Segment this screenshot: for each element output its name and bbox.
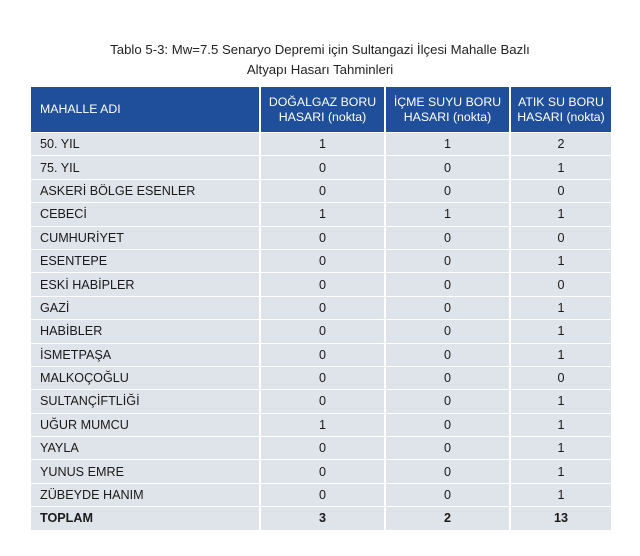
cell-atik-su: 1 [511,413,611,436]
table-row [31,179,611,202]
cell-dogalgaz: 1 [261,202,386,225]
table-row [31,483,611,506]
cell-dogalgaz: 0 [261,249,386,272]
table-caption [0,40,640,80]
header-icme-suyu [386,87,511,132]
cell-name: MALKOÇOĞLU [31,366,261,389]
cell-icme-suyu: 0 [386,343,511,366]
header-icme-suyu-line2: HASARI (nokta) [403,109,492,124]
cell-dogalgaz: 0 [261,366,386,389]
cell-dogalgaz: 1 [261,132,386,155]
table-row [31,155,611,178]
cell-name: ASKERİ BÖLGE ESENLER [31,179,261,202]
cell-icme-suyu: 0 [386,296,511,319]
cell-icme-suyu: 0 [386,459,511,482]
cell-name: İSMETPAŞA [31,343,261,366]
cell-dogalgaz: 0 [261,436,386,459]
table-row [31,343,611,366]
cell-dogalgaz: 0 [261,179,386,202]
cell-name: YUNUS EMRE [31,459,261,482]
cell-name: 50. YIL [31,132,261,155]
cell-atik-su: 1 [511,155,611,178]
table-row [31,132,611,155]
cell-name: CUMHURİYET [31,226,261,249]
table-row [31,366,611,389]
cell-total-icme-suyu: 2 [386,506,511,529]
cell-icme-suyu: 0 [386,319,511,342]
caption-line-2: Altyapı Hasarı Tahminleri [246,62,394,77]
table-total-row [31,506,611,529]
cell-icme-suyu: 0 [386,179,511,202]
cell-dogalgaz: 1 [261,413,386,436]
cell-icme-suyu: 0 [386,389,511,412]
infrastructure-damage-table [31,87,611,530]
cell-name: GAZİ [31,296,261,319]
table-row [31,319,611,342]
cell-icme-suyu: 0 [386,436,511,459]
cell-icme-suyu: 0 [386,483,511,506]
cell-atik-su: 0 [511,366,611,389]
table-row [31,296,611,319]
cell-atik-su: 0 [511,226,611,249]
cell-atik-su: 0 [511,179,611,202]
cell-name: 75. YIL [31,155,261,178]
cell-name: CEBECİ [31,202,261,225]
cell-icme-suyu: 0 [386,413,511,436]
table-row [31,202,611,225]
cell-dogalgaz: 0 [261,483,386,506]
cell-total-atik-su: 13 [511,506,611,529]
cell-name: HABİBLER [31,319,261,342]
cell-dogalgaz: 0 [261,296,386,319]
cell-dogalgaz: 0 [261,459,386,482]
table-row [31,436,611,459]
table-row [31,249,611,272]
cell-atik-su: 1 [511,483,611,506]
table-row [31,226,611,249]
header-dogalgaz [261,87,386,132]
header-atik-su-line1: ATIK SU BORU [518,94,604,109]
cell-dogalgaz: 0 [261,272,386,295]
cell-name: SULTANÇİFTLİĞİ [31,389,261,412]
header-icme-suyu-line1: İÇME SUYU BORU [393,94,502,109]
header-mahalle-adi: MAHALLE ADI [31,87,261,132]
table-header-row [31,87,611,132]
table-row [31,272,611,295]
cell-atik-su: 1 [511,389,611,412]
cell-dogalgaz: 0 [261,343,386,366]
header-atik-su-line2: HASARI (nokta) [517,109,605,124]
cell-icme-suyu: 0 [386,226,511,249]
cell-total-dogalgaz: 3 [261,506,386,529]
cell-dogalgaz: 0 [261,226,386,249]
table-row [31,389,611,412]
table-row [31,459,611,482]
cell-icme-suyu: 0 [386,249,511,272]
cell-name: YAYLA [31,436,261,459]
table-body [31,132,611,530]
cell-dogalgaz: 0 [261,155,386,178]
cell-atik-su: 1 [511,436,611,459]
cell-name: UĞUR MUMCU [31,413,261,436]
cell-icme-suyu: 0 [386,272,511,295]
cell-dogalgaz: 0 [261,389,386,412]
cell-icme-suyu: 1 [386,202,511,225]
header-dogalgaz-line2: HASARI (nokta) [278,109,367,124]
cell-atik-su: 0 [511,272,611,295]
cell-atik-su: 1 [511,202,611,225]
caption-line-1: Tablo 5-3: Mw=7.5 Senaryo Depremi için Sultangazi İlçesi Mahalle Bazlı [110,42,530,57]
cell-atik-su: 1 [511,249,611,272]
cell-name: ESENTEPE [31,249,261,272]
header-atik-su [511,87,611,132]
cell-icme-suyu: 1 [386,132,511,155]
cell-icme-suyu: 0 [386,155,511,178]
cell-atik-su: 1 [511,319,611,342]
cell-name: ZÜBEYDE HANIM [31,483,261,506]
table-row [31,413,611,436]
cell-total-label: TOPLAM [31,506,261,529]
cell-atik-su: 2 [511,132,611,155]
cell-atik-su: 1 [511,459,611,482]
cell-name: ESKİ HABİPLER [31,272,261,295]
cell-atik-su: 1 [511,343,611,366]
cell-icme-suyu: 0 [386,366,511,389]
cell-atik-su: 1 [511,296,611,319]
cell-dogalgaz: 0 [261,319,386,342]
header-dogalgaz-line1: DOĞALGAZ BORU [268,94,377,109]
